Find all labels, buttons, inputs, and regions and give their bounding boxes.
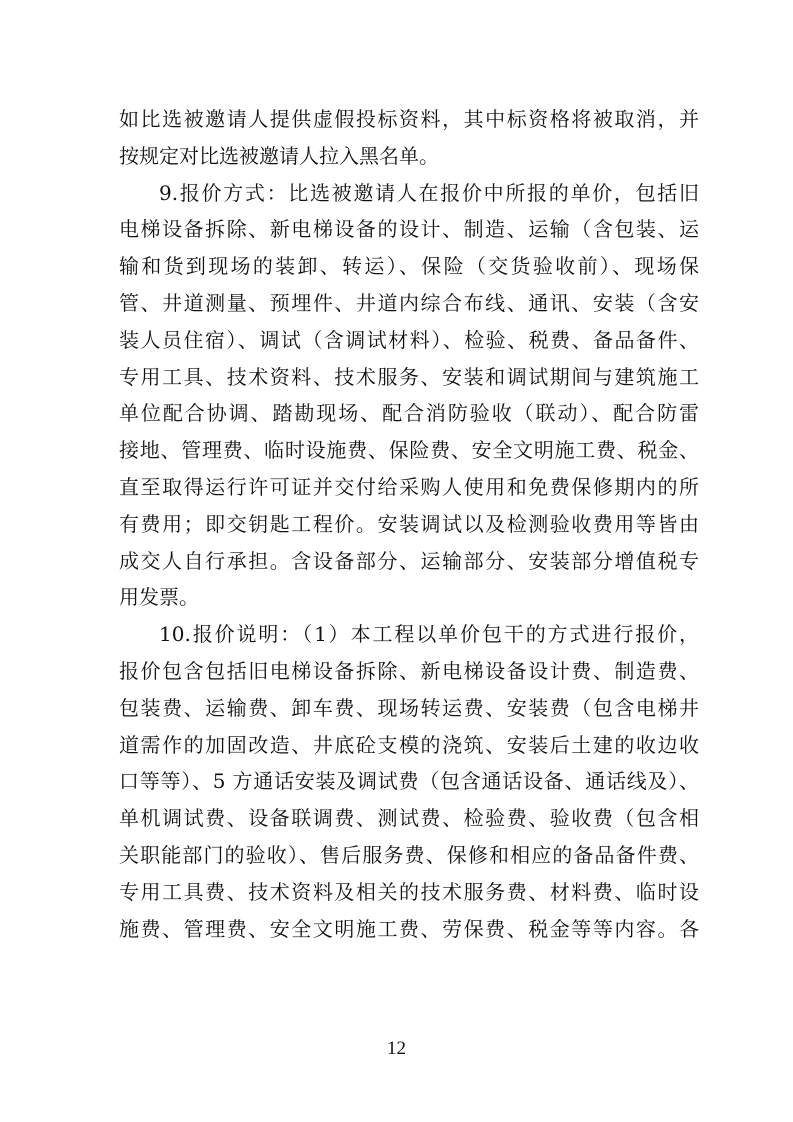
text-line: 关职能部门的验收）、售后服务费、保修和相应的备品备件费、 — [119, 842, 699, 867]
paragraph-disqualification — [119, 101, 699, 175]
text-line: 装人员住宿）、调试（含调试材料）、检验、税费、备品备件、 — [119, 327, 699, 352]
text-line: 口等等）、5 方通话安装及调试费（包含通话设备、通话线及）、 — [119, 769, 699, 794]
text-line: 单机调试费、设备联调费、测试费、检验费、验收费（包含相 — [119, 806, 699, 831]
text-line: 10.报价说明：（1）本工程以单价包干的方式进行报价， — [159, 622, 699, 647]
text-line: 接地、管理费、临时设施费、保险费、安全文明施工费、税金、 — [119, 438, 699, 463]
text-line: 如比选被邀请人提供虚假投标资料，其中标资格将被取消，并 — [119, 107, 699, 131]
text-line: 报价包含包括旧电梯设备拆除、新电梯设备设计费、制造费、 — [119, 658, 699, 683]
text-line: 包装费、运输费、卸车费、现场转运费、安装费（包含电梯井 — [119, 695, 699, 720]
text-line: 9.报价方式：比选被邀请人在报价中所报的单价，包括旧 — [159, 180, 699, 205]
paragraph-quote-notes — [119, 616, 699, 947]
text-line: 专用工具费、技术资料及相关的技术服务费、材料费、临时设 — [119, 879, 699, 904]
text-line: 输和货到现场的装卸、转运）、保险（交货验收前）、现场保 — [119, 254, 699, 279]
text-line: 管、井道测量、预埋件、井道内综合布线、通讯、安装（含安 — [119, 290, 699, 315]
text-line: 用发票。 — [119, 585, 199, 610]
text-line: 电梯设备拆除、新电梯设备的设计、制造、运输（含包装、运 — [119, 217, 699, 242]
text-line: 有费用；即交钥匙工程价。安装调试以及检测验收费用等皆由 — [119, 511, 699, 536]
text-line: 直至取得运行许可证并交付给采购人使用和免费保修期内的所 — [119, 474, 699, 499]
text-line: 施费、管理费、安全文明施工费、劳保费、税金等等内容。各 — [119, 916, 699, 941]
page-number: 12 — [387, 1038, 406, 1059]
text-line: 按规定对比选被邀请人拉入黑名单。 — [119, 143, 439, 168]
text-line: 专用工具、技术资料、技术服务、安装和调试期间与建筑施工 — [119, 364, 699, 389]
document-body — [119, 101, 699, 947]
text-line: 成交人自行承担。含设备部分、运输部分、安装部分增值税专 — [119, 548, 699, 573]
text-line: 单位配合协调、踏勘现场、配合消防验收（联动）、配合防雷 — [119, 401, 699, 426]
paragraph-quote-method — [119, 175, 699, 617]
text-line: 道需作的加固改造、井底砼支模的浇筑、安装后土建的收边收 — [119, 732, 699, 757]
